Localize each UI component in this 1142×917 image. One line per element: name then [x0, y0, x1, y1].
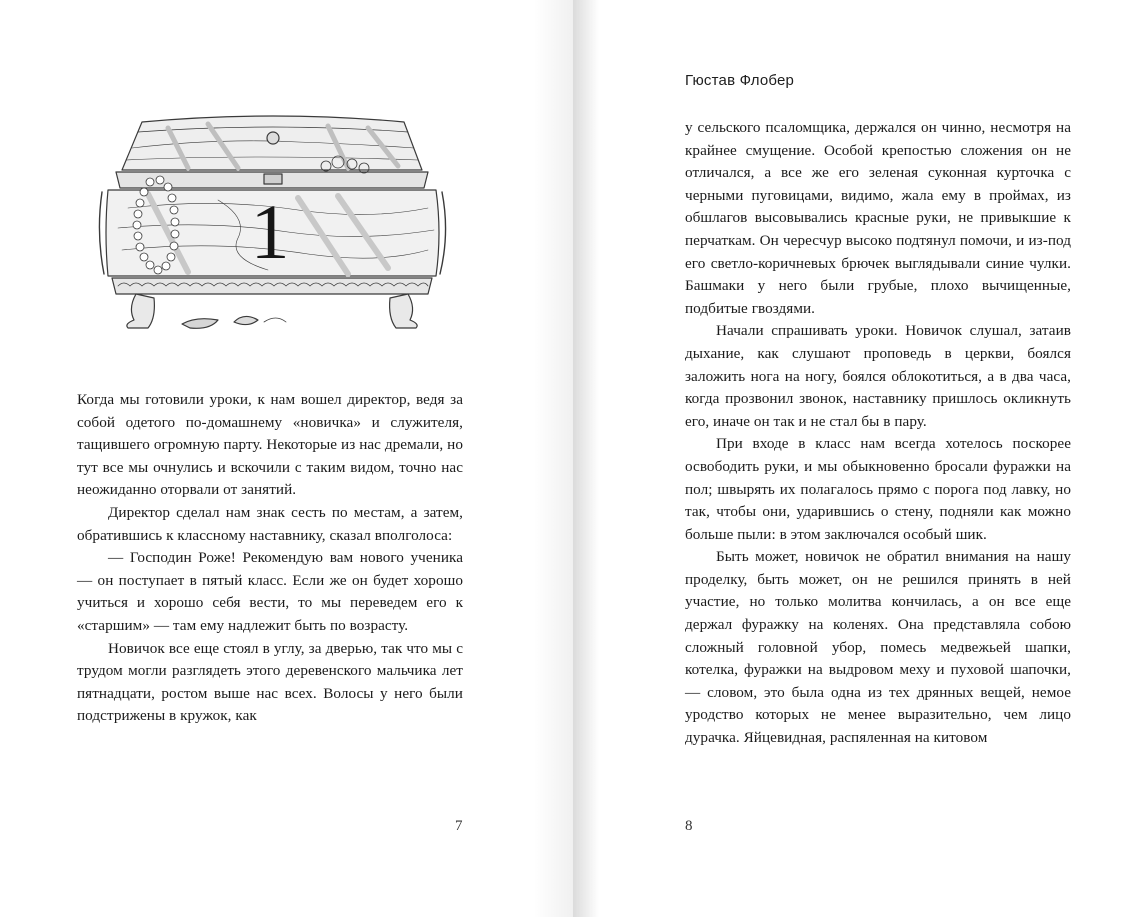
- right-page: [573, 0, 1142, 917]
- right-page-body: [685, 117, 1071, 750]
- right-gutter-shadow: [573, 0, 599, 917]
- paragraph: Быть может, новичок не обратил внимания на нашу проделку, быть может, он не решился принять в ней участие, но только молитва кончилась, а он все еще держал фуражку на коленях. Она представляла собою сложный головной убор, помесь медвежьей шапки, котелка, фуражки на выдровом меху и пуховой шапочки, — словом, это была одна из тех дрянных вещей, немое уродство которых не менее выразительно, чем лицо дурачка. Яйцевидная, распяленная на китовом: [685, 548, 1071, 747]
- running-head-author: Гюстав Флобер: [685, 72, 795, 89]
- paragraph: — Господин Роже! Рекомендую вам нового ученика — он поступает в пятый класс. Если же он будет хорошо учиться и хорошо себя вести, то мы переведем его к «старшим» — там ему надлежит быть по возрасту.: [77, 549, 463, 634]
- jewelry-box-illustration: [98, 108, 448, 340]
- paragraph: Директор сделал нам знак сесть по местам, а затем, обратившись к классному наставнику, сказал вполголоса:: [77, 503, 463, 544]
- paragraph: Новичок все еще стоял в углу, за дверью, так что мы с трудом могли разглядеть этого деревенского мальчика лет пятнадцати, ростом выше нас всех. Волосы у него были подстрижены в кружок, как: [77, 639, 463, 725]
- paragraph: Начали спрашивать уроки. Новичок слушал, затаив дыхание, как слушают проповедь в церкви, боялся заложить нога на ногу, боялся облокотиться, а в два часа, когда прозвонил звонок, наставнику пришлось окликнуть его, иначе он так и не стал бы в пару.: [685, 322, 1071, 430]
- left-gutter-shadow: [533, 0, 573, 917]
- page-number-right: 8: [685, 818, 693, 834]
- paragraph: Когда мы готовили уроки, к нам вошел директор, ведя за собой одетого по-домашнему «новичка» и служителя, тащившего огромную парту. Некоторые из нас дремали, но тут все мы очнулись и вскочили с таким видом, точно нас неожиданно оторвали от занятий.: [77, 391, 463, 499]
- paragraph: у сельского псаломщика, держался он чинно, несмотря на крайнее смущение. Особой крепостью сложения он не отличался, а все же его зеленая суконная курточка с черными пуговицами, видимо, жала ему в проймах, из обшлагов высовывались красные руки, не привыкшие к перчаткам. Он чересчур высоко подтянул помочи, и из-под его светло-коричневых брючек выглядывали синие чулки. Башмаки у него были грубые, плохо вычищенные, подбитые гвоздями.: [685, 119, 1071, 317]
- paragraph: При входе в класс нам всегда хотелось поскорее освободить руки, и мы обыкновенно бросали фуражки на пол; швырять их полагалось прямо с порога под лавку, но так, чтобы они, ударившись о стену, подняли как можно больше пыли: в этом заключался особый шик.: [685, 435, 1071, 543]
- left-page-body: [77, 389, 463, 728]
- page-number-left: 7: [455, 818, 463, 834]
- chapter-number: 1: [250, 188, 290, 275]
